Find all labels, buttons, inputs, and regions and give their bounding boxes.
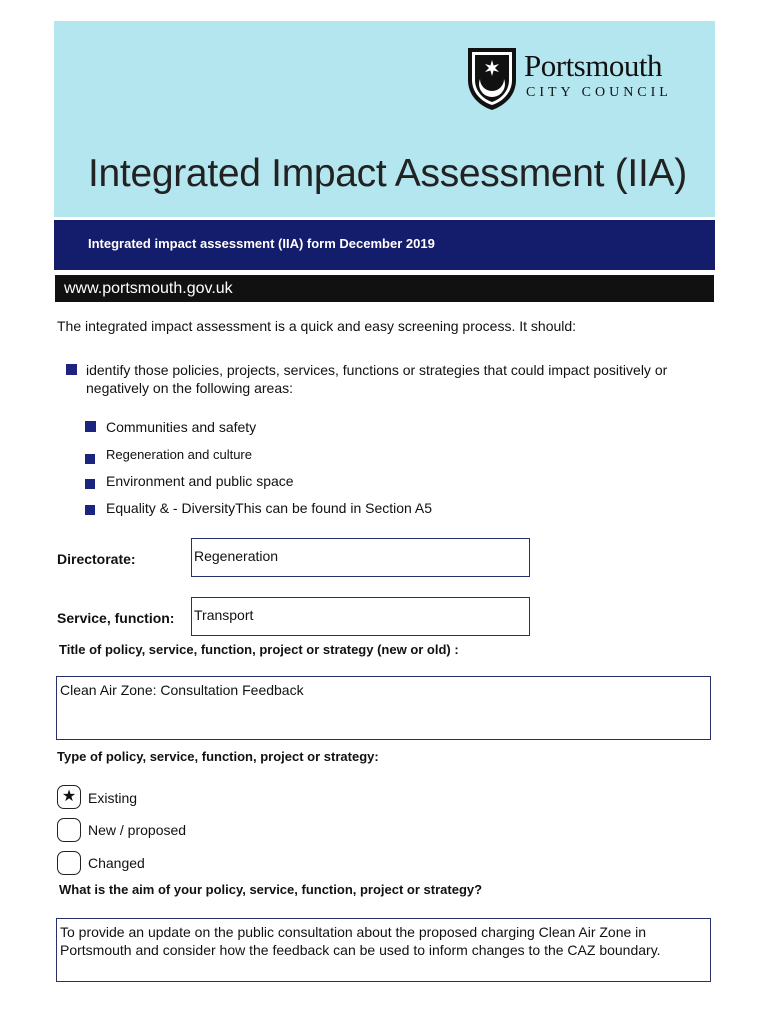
changed-label: Changed bbox=[88, 855, 145, 871]
square-bullet-icon bbox=[85, 479, 95, 489]
area-item: Equality & - DiversityThis can be found in Section A5 bbox=[106, 500, 433, 516]
policy-aim-label: What is the aim of your policy, service, function, project or strategy? bbox=[59, 882, 483, 897]
intro-text: The integrated impact assessment is a quick and easy screening process. It should: bbox=[57, 318, 577, 334]
aim-text-line1: To provide an update on the public consultation about the proposed charging Clean Air Zone in bbox=[60, 924, 647, 940]
policy-type-label: Type of policy, service, function, project or strategy: bbox=[57, 749, 379, 764]
square-bullet-icon bbox=[85, 421, 96, 432]
square-bullet-icon bbox=[85, 454, 95, 464]
directorate-field[interactable]: Regeneration bbox=[191, 538, 530, 577]
aim-text-line2: Portsmouth and consider how the feedback can be used to inform changes to the CAZ boundary. bbox=[60, 942, 661, 958]
page-title: Integrated Impact Assessment (IIA) bbox=[88, 152, 687, 195]
crescent-star-shield-icon bbox=[466, 46, 518, 112]
logo-subtitle: CITY COUNCIL bbox=[526, 85, 672, 100]
council-logo bbox=[466, 46, 686, 112]
new-proposed-radio[interactable] bbox=[57, 818, 81, 842]
bullet-text-line1: identify those policies, projects, services, functions or strategies that could impact positively or bbox=[86, 362, 668, 378]
square-bullet-icon bbox=[66, 364, 77, 375]
policy-title-label: Title of policy, service, function, project or strategy (new or old) : bbox=[59, 642, 459, 657]
star-selected-icon: ★ bbox=[61, 788, 77, 805]
area-item: Regeneration and culture bbox=[106, 447, 252, 462]
new-proposed-label: New / proposed bbox=[88, 822, 187, 838]
area-item: Communities and safety bbox=[106, 419, 257, 435]
bullet-text-line2: negatively on the following areas: bbox=[86, 380, 294, 396]
service-function-field[interactable]: Transport bbox=[191, 597, 530, 636]
policy-aim-field[interactable] bbox=[56, 918, 711, 982]
existing-label: Existing bbox=[88, 790, 138, 806]
logo-name: Portsmouth bbox=[524, 48, 662, 83]
website-link[interactable]: www.portsmouth.gov.uk bbox=[64, 280, 233, 297]
area-item: Environment and public space bbox=[106, 473, 294, 489]
existing-radio[interactable] bbox=[57, 785, 81, 809]
form-date-text: Integrated impact assessment (IIA) form December 2019 bbox=[88, 236, 435, 251]
service-function-label: Service, function: bbox=[57, 610, 175, 626]
policy-title-field[interactable]: Clean Air Zone: Consultation Feedback bbox=[56, 676, 711, 740]
square-bullet-icon bbox=[85, 505, 95, 515]
directorate-label: Directorate: bbox=[57, 551, 136, 567]
changed-radio[interactable] bbox=[57, 851, 81, 875]
